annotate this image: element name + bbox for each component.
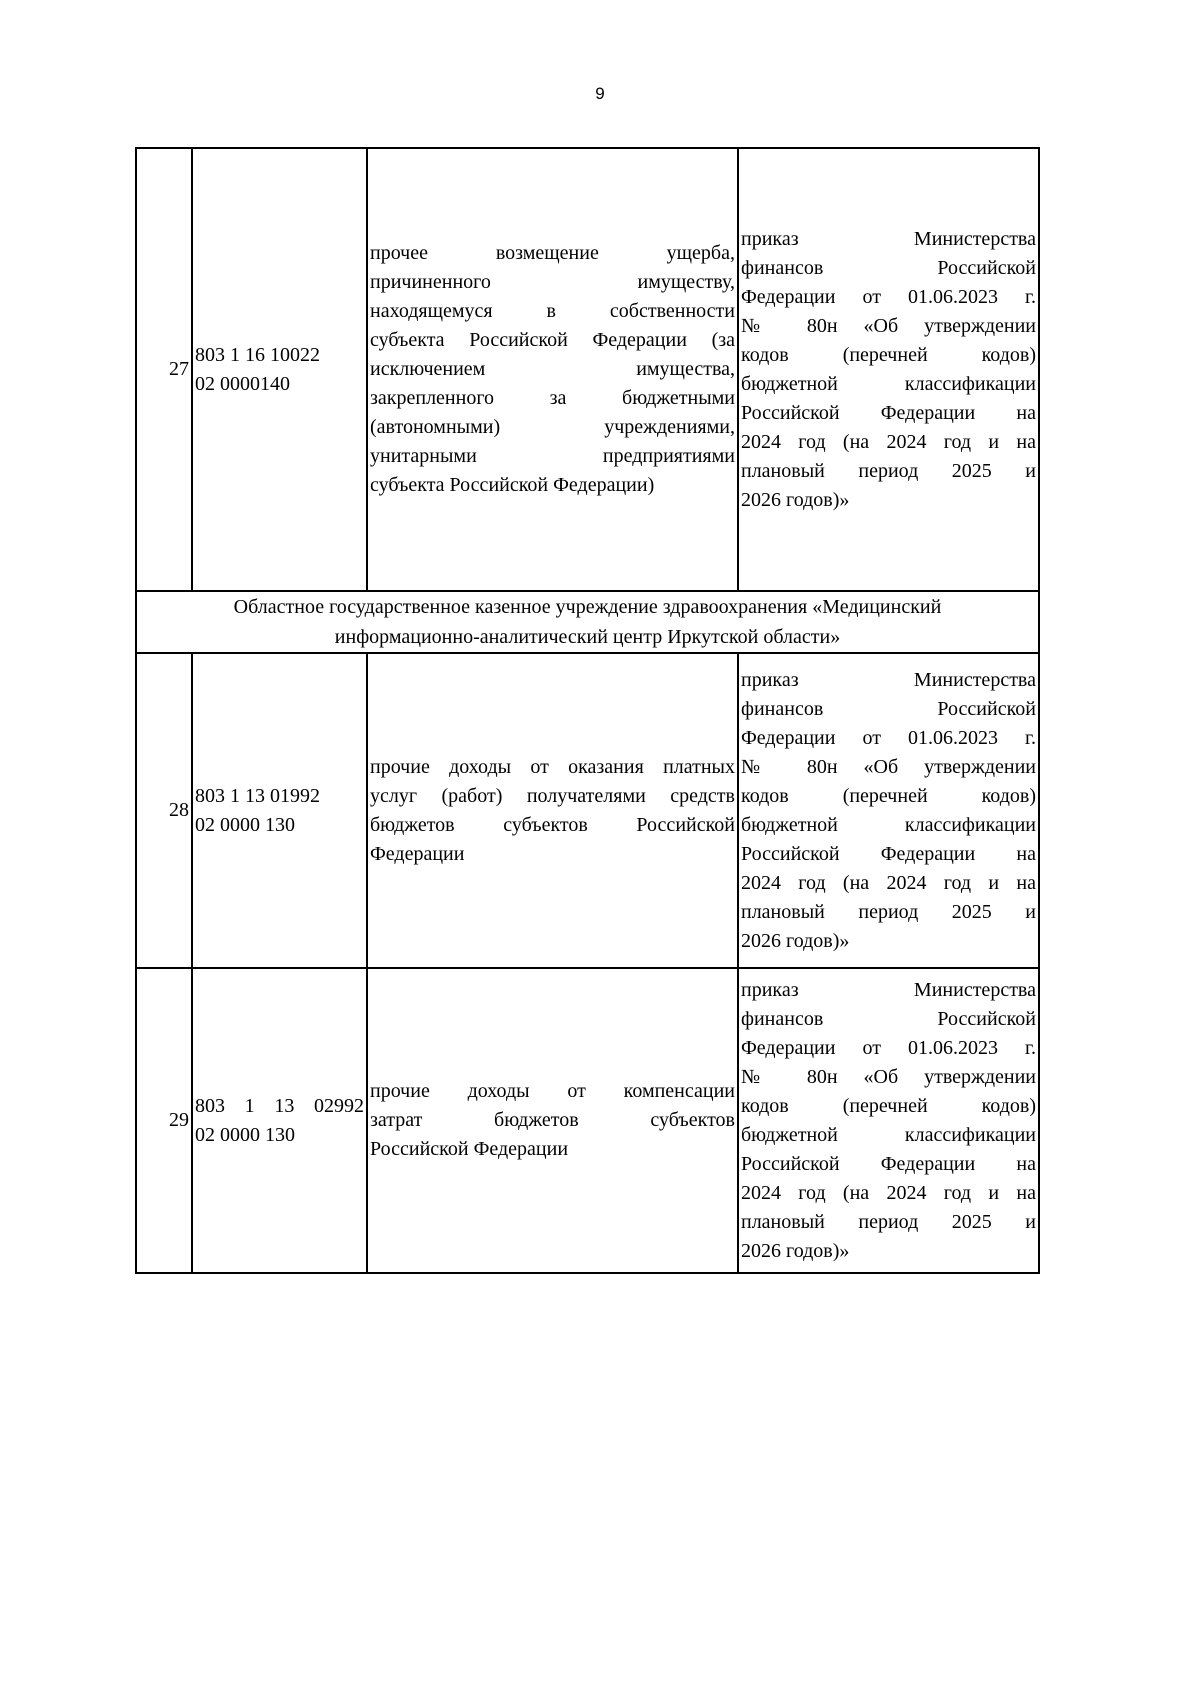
- basis-line: Российской Федерации на: [741, 401, 1036, 424]
- basis-line: Федерации от 01.06.2023 г.: [741, 726, 1036, 749]
- description-line: прочие доходы от оказания платных: [370, 755, 735, 778]
- description-line: унитарными предприятиями: [370, 445, 735, 467]
- section-header-line: Областное государственное казенное учреждение здравоохранения «Медицинский: [233, 596, 942, 618]
- basis-line: плановый период 2025 и: [741, 1210, 1036, 1233]
- table-row: [136, 968, 1039, 1273]
- row-number: 29: [136, 968, 192, 1273]
- table-row: [136, 653, 1039, 968]
- basis-line: финансов Российской: [741, 1007, 1036, 1030]
- basis-line: 2024 год (на 2024 год и на: [741, 1181, 1036, 1204]
- row-number: 28: [136, 653, 192, 968]
- basis-line: приказ Министерства: [741, 227, 1036, 250]
- revenue-description: [367, 968, 738, 1273]
- code-line: 803 1 16 10022: [195, 343, 320, 366]
- basis-line: № 80н «Об утверждении: [741, 1065, 1036, 1088]
- description-line: бюджетов субъектов Российской: [370, 813, 735, 836]
- basis-line: Российской Федерации на: [741, 1152, 1036, 1175]
- description-line: прочее возмещение ущерба,: [370, 242, 735, 264]
- revenue-description: [367, 148, 738, 591]
- description-line: причиненного имуществу,: [370, 271, 735, 293]
- basis-line: приказ Министерства: [741, 978, 1036, 1001]
- basis-line: № 80н «Об утверждении: [741, 755, 1036, 778]
- basis-line: 2024 год (на 2024 год и на: [741, 430, 1036, 453]
- legal-basis: [738, 148, 1039, 591]
- basis-line: кодов (перечней кодов): [741, 784, 1036, 807]
- basis-line: бюджетной классификации: [741, 813, 1036, 836]
- row-number: 27: [136, 148, 192, 591]
- description-line: прочие доходы от компенсации: [370, 1080, 735, 1102]
- description-line: Российской Федерации: [370, 1138, 569, 1160]
- description-line: субъекта Российской Федерации (за: [370, 329, 735, 351]
- page-number: 9: [595, 84, 605, 103]
- code-line: 02 0000 130: [195, 1123, 295, 1146]
- basis-line: Федерации от 01.06.2023 г.: [741, 1036, 1036, 1059]
- description-line: закрепленного за бюджетными: [370, 387, 735, 409]
- basis-line: кодов (перечней кодов): [741, 343, 1036, 366]
- description-line: исключением имущества,: [370, 358, 735, 380]
- basis-line: № 80н «Об утверждении: [741, 314, 1036, 337]
- code-line: 803 1 13 02992: [195, 1094, 364, 1117]
- budget-code: [192, 148, 367, 591]
- basis-line: Российской Федерации на: [741, 842, 1036, 865]
- description-line: услуг (работ) получателями средств: [370, 784, 735, 807]
- description-line: затрат бюджетов субъектов: [370, 1109, 735, 1131]
- basis-line: плановый период 2025 и: [741, 459, 1036, 482]
- basis-line: бюджетной классификации: [741, 372, 1036, 395]
- basis-line: финансов Российской: [741, 697, 1036, 720]
- section-header-line: информационно-аналитический центр Иркутской области»: [334, 626, 841, 648]
- budget-code: [192, 968, 367, 1273]
- code-line: 02 0000 130: [195, 813, 295, 836]
- basis-line: плановый период 2025 и: [741, 900, 1036, 923]
- basis-line: приказ Министерства: [741, 668, 1036, 691]
- code-line: 803 1 13 01992: [195, 784, 320, 807]
- basis-line: 2026 годов)»: [741, 929, 850, 952]
- revenue-codes-table: [135, 147, 1040, 1274]
- basis-line: бюджетной классификации: [741, 1123, 1036, 1146]
- description-line: (автономными) учреждениями,: [370, 416, 735, 438]
- basis-line: финансов Российской: [741, 256, 1036, 279]
- legal-basis: [738, 968, 1039, 1273]
- budget-code: [192, 653, 367, 968]
- basis-line: кодов (перечней кодов): [741, 1094, 1036, 1117]
- revenue-description: [367, 653, 738, 968]
- basis-line: 2026 годов)»: [741, 1239, 850, 1262]
- legal-basis: [738, 653, 1039, 968]
- section-header: [136, 591, 1039, 653]
- basis-line: 2026 годов)»: [741, 488, 850, 511]
- table-row: [136, 148, 1039, 591]
- section-header-row: [136, 591, 1039, 653]
- code-line: 02 0000140: [195, 372, 290, 395]
- basis-line: Федерации от 01.06.2023 г.: [741, 285, 1036, 308]
- description-line: Федерации: [370, 842, 465, 865]
- description-line: субъекта Российской Федерации): [370, 474, 655, 496]
- basis-line: 2024 год (на 2024 год и на: [741, 871, 1036, 894]
- description-line: находящемуся в собственности: [370, 300, 735, 322]
